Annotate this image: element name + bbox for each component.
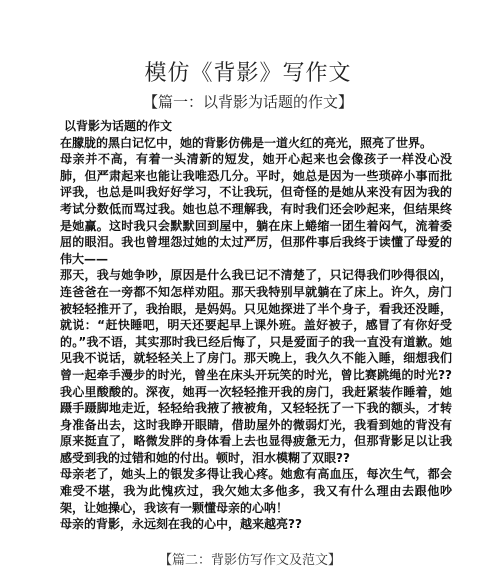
section-subtitle: 【篇一：以背影为话题的作文】 [142,93,353,111]
article-heading: 以背影为话题的作文 [64,119,173,133]
paragraph-2: 母亲并不高，有着一头清新的短发，她开心起来也会像孩子一样没心没肺，但严肃起来也能让我唯恐几分。平时，她总是因为一些琐碎小事而批评我，也总是叫我好好学习，不让我玩，但奇怪的是她从来没有因为我的考试分数低而骂过我。她也总不理解我，有时我们还会吵起来，但结果终是她赢。这时我只会默默回到屋中，躺在床上蜷缩一团生着闷气，流着委屈的眼泪。我也曾埋怨过她的太过严厉，但那件事后我终于读懂了母爱的伟大—— [60,152,452,266]
paragraph-5: 母亲的背影，永远刻在我的心中，越来越亮?? [60,517,302,532]
next-section-heading: 【篇二：背影仿写作文及范文】 [158,553,341,568]
paragraph-3: 那天，我与她争吵，原因是什么我已记不清楚了，只记得我们吵得很凶，连爸爸在一旁都不知怎样劝阻。那天我特别早就躺在了床上。许久，房门被轻轻推开了，我抬眼，是妈妈。只见她探进了半个身子，看我还没睡，就说：“赶快睡吧，明天还要起早上课外班。盖好被子，感冒了有你好受的。”我不语，其实那时我已经后悔了，只是爱面子的我一直没有道歉。她见我不说话，就轻轻关上了房门。那天晚上，我久久不能入睡，细想我们曾一起牵手漫步的时光，曾坐在床头开玩笑的时光，曾比赛跳绳的时光??我心里酸酸的。深夜，她再一次轻轻推开我的房门，我赶紧装作睡着，她蹑手蹑脚地走近，轻轻给我掖了掖被角，又轻轻抚了一下我的额头，才转身准备出去，这时我睁开眼睛，借助屋外的微弱灯光，我看到她的背没有原来挺直了，略微发胖的身体看上去也显得疲惫无力，但那背影足以让我感受到我的过错和她的付出。顿时，泪水模糊了双眼?? [60,268,452,465]
paragraph-4: 母亲老了，她头上的银发多得让我心疼。她愈有高血压，每次生气，都会难受不堪，我为此愧疚过，我欠她太多他多，我又有什么理由去跟他吵架，让她操心，我该有一颗懂母亲的心呐！ [60,467,452,515]
article-body [60,118,452,533]
paragraph-1: 在朦胧的黑白记忆中，她的背影仿佛是一道火红的亮光，照亮了世界。 [60,135,433,150]
document-title: 模仿《背影》写作文 [144,61,352,86]
